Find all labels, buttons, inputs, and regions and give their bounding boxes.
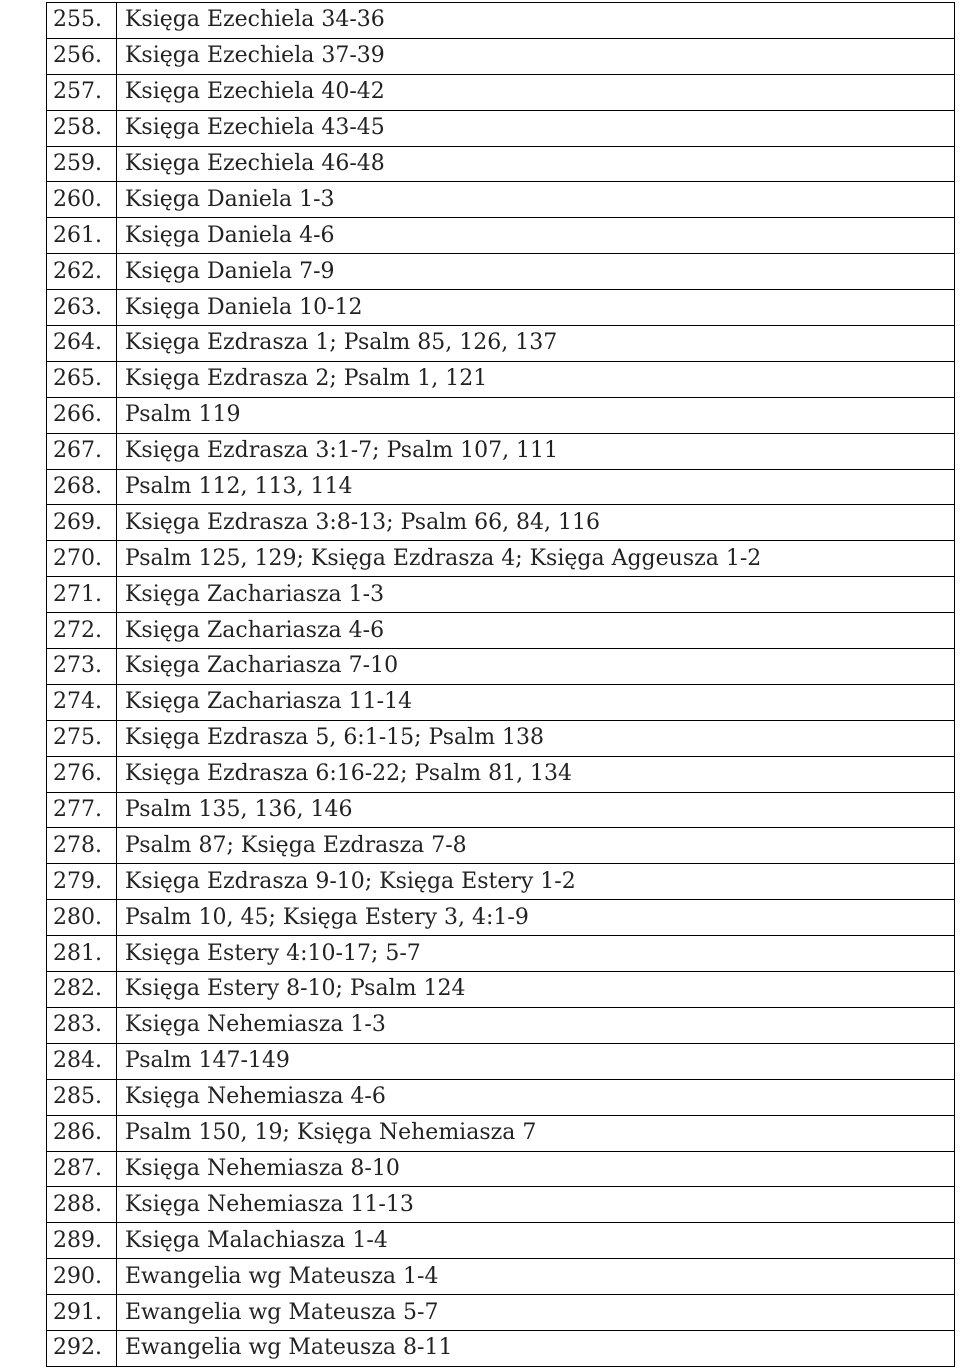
table-row (47, 900, 955, 936)
reading-reference: Psalm 10, 45; Księga Estery 3, 4:1-9 (117, 900, 955, 936)
table-row (47, 1187, 955, 1223)
table-row (47, 649, 955, 685)
day-number: 256. (47, 38, 117, 74)
reading-reference: Psalm 125, 129; Księga Ezdrasza 4; Księga Aggeusza 1-2 (117, 541, 955, 577)
table-row (47, 1043, 955, 1079)
reading-reference: Księga Ezdrasza 1; Psalm 85, 126, 137 (117, 326, 955, 362)
table-row (47, 1295, 955, 1331)
reading-reference: Księga Ezdrasza 2; Psalm 1, 121 (117, 361, 955, 397)
reading-reference: Księga Ezechiela 37-39 (117, 38, 955, 74)
reading-reference: Księga Nehemiasza 8-10 (117, 1151, 955, 1187)
table-row (47, 361, 955, 397)
day-number: 282. (47, 972, 117, 1008)
reading-reference: Księga Ezdrasza 3:1-7; Psalm 107, 111 (117, 433, 955, 469)
day-number: 277. (47, 792, 117, 828)
reading-reference: Księga Estery 4:10-17; 5-7 (117, 936, 955, 972)
day-number: 276. (47, 756, 117, 792)
day-number: 267. (47, 433, 117, 469)
table-row (47, 110, 955, 146)
table-row (47, 936, 955, 972)
table-row (47, 254, 955, 290)
reading-reference: Księga Nehemiasza 11-13 (117, 1187, 955, 1223)
reading-reference: Psalm 87; Księga Ezdrasza 7-8 (117, 828, 955, 864)
reading-reference: Księga Daniela 1-3 (117, 182, 955, 218)
table-row (47, 684, 955, 720)
table-row (47, 218, 955, 254)
day-number: 255. (47, 3, 117, 39)
table-row (47, 1259, 955, 1295)
reading-plan-body (47, 3, 955, 1367)
day-number: 273. (47, 649, 117, 685)
day-number: 292. (47, 1330, 117, 1366)
day-number: 280. (47, 900, 117, 936)
day-number: 275. (47, 720, 117, 756)
day-number: 271. (47, 577, 117, 613)
table-row (47, 1115, 955, 1151)
reading-reference: Księga Zachariasza 7-10 (117, 649, 955, 685)
reading-reference: Księga Ezdrasza 9-10; Księga Estery 1-2 (117, 864, 955, 900)
table-row (47, 182, 955, 218)
day-number: 259. (47, 146, 117, 182)
day-number: 274. (47, 684, 117, 720)
reading-reference: Księga Ezechiela 34-36 (117, 3, 955, 39)
table-row (47, 1151, 955, 1187)
day-number: 291. (47, 1295, 117, 1331)
reading-reference: Psalm 135, 136, 146 (117, 792, 955, 828)
day-number: 264. (47, 326, 117, 362)
day-number: 268. (47, 469, 117, 505)
table-row (47, 1079, 955, 1115)
day-number: 257. (47, 74, 117, 110)
reading-reference: Ewangelia wg Mateusza 1-4 (117, 1259, 955, 1295)
day-number: 287. (47, 1151, 117, 1187)
table-row (47, 828, 955, 864)
table-row (47, 613, 955, 649)
day-number: 281. (47, 936, 117, 972)
day-number: 286. (47, 1115, 117, 1151)
table-row (47, 541, 955, 577)
day-number: 266. (47, 397, 117, 433)
table-row (47, 972, 955, 1008)
reading-reference: Księga Estery 8-10; Psalm 124 (117, 972, 955, 1008)
day-number: 272. (47, 613, 117, 649)
day-number: 258. (47, 110, 117, 146)
table-row (47, 1330, 955, 1366)
table-row (47, 469, 955, 505)
reading-reference: Ewangelia wg Mateusza 5-7 (117, 1295, 955, 1331)
day-number: 285. (47, 1079, 117, 1115)
day-number: 262. (47, 254, 117, 290)
table-row (47, 433, 955, 469)
table-row (47, 577, 955, 613)
day-number: 269. (47, 505, 117, 541)
table-row (47, 505, 955, 541)
reading-reference: Psalm 119 (117, 397, 955, 433)
table-row (47, 3, 955, 39)
day-number: 290. (47, 1259, 117, 1295)
reading-reference: Księga Nehemiasza 1-3 (117, 1007, 955, 1043)
day-number: 284. (47, 1043, 117, 1079)
day-number: 261. (47, 218, 117, 254)
table-row (47, 38, 955, 74)
reading-reference: Księga Daniela 10-12 (117, 290, 955, 326)
reading-reference: Księga Malachiasza 1-4 (117, 1223, 955, 1259)
table-row (47, 326, 955, 362)
day-number: 270. (47, 541, 117, 577)
table-row (47, 397, 955, 433)
reading-reference: Psalm 150, 19; Księga Nehemiasza 7 (117, 1115, 955, 1151)
table-row (47, 146, 955, 182)
table-row (47, 1223, 955, 1259)
reading-reference: Księga Daniela 7-9 (117, 254, 955, 290)
reading-reference: Księga Zachariasza 1-3 (117, 577, 955, 613)
day-number: 263. (47, 290, 117, 326)
day-number: 289. (47, 1223, 117, 1259)
reading-reference: Księga Ezechiela 40-42 (117, 74, 955, 110)
table-row (47, 74, 955, 110)
day-number: 278. (47, 828, 117, 864)
reading-reference: Księga Ezdrasza 6:16-22; Psalm 81, 134 (117, 756, 955, 792)
reading-reference: Księga Ezechiela 46-48 (117, 146, 955, 182)
day-number: 288. (47, 1187, 117, 1223)
reading-reference: Księga Zachariasza 4-6 (117, 613, 955, 649)
table-row (47, 756, 955, 792)
reading-reference: Księga Ezechiela 43-45 (117, 110, 955, 146)
table-row (47, 1007, 955, 1043)
reading-reference: Księga Ezdrasza 5, 6:1-15; Psalm 138 (117, 720, 955, 756)
reading-reference: Księga Daniela 4-6 (117, 218, 955, 254)
day-number: 279. (47, 864, 117, 900)
reading-reference: Księga Nehemiasza 4-6 (117, 1079, 955, 1115)
day-number: 260. (47, 182, 117, 218)
table-row (47, 720, 955, 756)
reading-plan-table (46, 2, 955, 1367)
day-number: 283. (47, 1007, 117, 1043)
table-row (47, 792, 955, 828)
reading-reference: Księga Zachariasza 11-14 (117, 684, 955, 720)
reading-reference: Ewangelia wg Mateusza 8-11 (117, 1330, 955, 1366)
reading-reference: Księga Ezdrasza 3:8-13; Psalm 66, 84, 116 (117, 505, 955, 541)
reading-reference: Psalm 147-149 (117, 1043, 955, 1079)
day-number: 265. (47, 361, 117, 397)
table-row (47, 864, 955, 900)
reading-reference: Psalm 112, 113, 114 (117, 469, 955, 505)
table-row (47, 290, 955, 326)
